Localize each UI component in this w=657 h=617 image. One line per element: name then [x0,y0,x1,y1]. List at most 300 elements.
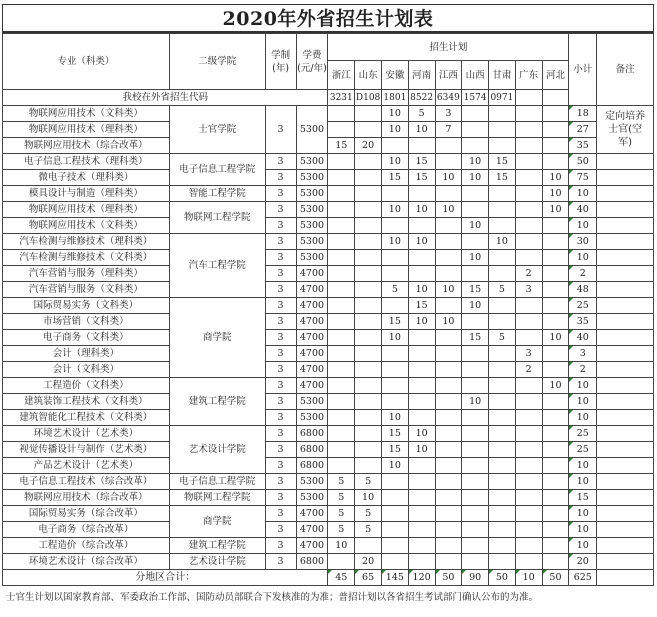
plan-cell [328,442,355,458]
plan-cell [515,314,542,330]
header-province: 山东 [355,61,382,90]
years-cell: 3 [265,202,296,218]
subtotal-cell: 35 [569,138,597,154]
plan-cell [435,426,462,442]
plan-cell [489,186,516,202]
note-cell [597,282,654,298]
province-code [542,90,569,106]
plan-cell [489,314,516,330]
plan-cell [462,538,489,554]
table-row [3,522,654,538]
major-cell: 工程造价（文科类） [3,378,170,394]
note-cell [597,490,654,506]
table-row [3,362,654,378]
plan-cell: 10 [435,314,462,330]
plan-cell [381,490,408,506]
totals-row [3,570,654,586]
plan-cell: 5 [355,474,382,490]
years-cell: 3 [265,538,296,554]
years-cell: 3 [265,490,296,506]
plan-cell [408,522,435,538]
years-cell: 3 [265,234,296,250]
table-row [3,154,654,170]
plan-cell [462,138,489,154]
header-row [3,34,654,61]
plan-cell [328,410,355,426]
tuition-cell: 5300 [296,186,328,202]
table-row [3,538,654,554]
major-cell: 会计（理科类） [3,346,170,362]
plan-cell: 2 [515,362,542,378]
major-cell: 产品艺术设计（艺术类） [3,458,170,474]
years-cell: 3 [265,442,296,458]
plan-cell [462,346,489,362]
table-row [3,330,654,346]
plan-cell [328,458,355,474]
college-cell: 智能工程学院 [169,186,265,202]
province-total: 90 [462,570,489,586]
major-cell: 国际贸易实务（文科类） [3,298,170,314]
note-cell [597,330,654,346]
code-label: 我校在外省招生代码 [3,90,328,106]
note-cell [597,186,654,202]
table-row [3,426,654,442]
plan-cell [515,410,542,426]
plan-cell: 20 [355,138,382,154]
plan-cell [542,138,569,154]
plan-cell [542,426,569,442]
plan-cell [355,234,382,250]
plan-cell [462,410,489,426]
plan-cell [542,394,569,410]
plan-cell: 15 [489,170,516,186]
plan-cell [328,186,355,202]
college-cell: 建筑工程学院 [169,538,265,554]
header-province: 江西 [435,61,462,90]
plan-cell [328,266,355,282]
plan-cell [462,106,489,122]
plan-cell [515,506,542,522]
plan-cell: 15 [381,314,408,330]
plan-cell [489,410,516,426]
plan-cell [542,522,569,538]
tuition-cell: 5300 [296,202,328,218]
plan-cell [542,122,569,138]
subtotal-cell: 10 [569,378,597,394]
plan-cell [381,138,408,154]
plan-cell [355,154,382,170]
plan-cell [489,426,516,442]
plan-cell [408,250,435,266]
plan-cell: 10 [542,378,569,394]
subtotal-cell: 10 [569,538,597,554]
plan-cell [462,378,489,394]
plan-cell [381,554,408,570]
years-cell: 3 [265,266,296,282]
note-cell [597,314,654,330]
subtotal-cell: 10 [569,394,597,410]
major-cell: 汽车营销与服务（理科类） [3,266,170,282]
header-years: 学制(年) [265,34,296,90]
plan-cell: 10 [489,234,516,250]
province-code: 1801 [381,90,408,106]
plan-cell: 5 [381,282,408,298]
plan-cell [542,250,569,266]
plan-cell: 10 [381,154,408,170]
college-cell: 艺术设计学院 [169,426,265,474]
plan-cell [515,122,542,138]
note-cell [597,250,654,266]
plan-cell [328,394,355,410]
years-cell: 3 [265,186,296,202]
plan-cell [542,106,569,122]
subtotal-cell: 10 [569,218,597,234]
subtotal-cell: 10 [569,506,597,522]
plan-cell: 10 [381,106,408,122]
plan-cell: 15 [462,330,489,346]
table-row [3,346,654,362]
plan-cell: 3 [435,106,462,122]
plan-cell [328,346,355,362]
plan-cell: 5 [328,522,355,538]
plan-cell [462,186,489,202]
plan-cell: 20 [355,554,382,570]
plan-cell [542,266,569,282]
plan-cell [408,186,435,202]
plan-cell: 10 [435,170,462,186]
college-cell: 建筑工程学院 [169,378,265,426]
plan-cell [355,362,382,378]
major-cell: 电子商务（综合改革） [3,522,170,538]
plan-cell: 10 [381,410,408,426]
header-province: 安徽 [381,61,408,90]
plan-cell: 10 [408,234,435,250]
plan-cell [542,346,569,362]
plan-cell [489,506,516,522]
plan-cell [408,506,435,522]
plan-cell [328,170,355,186]
plan-cell [515,170,542,186]
plan-cell [542,538,569,554]
plan-cell [515,426,542,442]
plan-cell [328,234,355,250]
plan-cell [355,346,382,362]
plan-cell [435,234,462,250]
college-cell: 士官学院 [169,106,265,154]
plan-cell: 2 [515,266,542,282]
plan-cell [328,154,355,170]
plan-cell [489,122,516,138]
plan-cell: 10 [542,170,569,186]
plan-cell [515,202,542,218]
plan-cell [381,346,408,362]
years-cell: 3 [265,362,296,378]
note-cell [597,442,654,458]
plan-cell [328,282,355,298]
college-cell: 物联网工程学院 [169,202,265,234]
plan-cell: 10 [408,202,435,218]
tuition-cell: 5300 [296,234,328,250]
table-row [3,138,654,154]
years-cell: 3 [265,250,296,266]
province-total: 50 [435,570,462,586]
years-cell: 3 [265,378,296,394]
major-cell: 市场营销（文科类） [3,314,170,330]
subtotal-cell: 10 [569,522,597,538]
province-total: 50 [542,570,569,586]
college-cell: 电子信息工程学院 [169,154,265,186]
plan-cell [408,458,435,474]
plan-cell: 10 [462,250,489,266]
plan-cell [408,266,435,282]
plan-cell [355,202,382,218]
plan-cell [408,410,435,426]
plan-cell [462,234,489,250]
plan-cell: 10 [381,202,408,218]
note-cell [597,170,654,186]
major-cell: 国际贸易实务（综合改革） [3,506,170,522]
note-cell [597,458,654,474]
plan-cell [355,282,382,298]
major-cell: 建筑智能化工程技术（文科类） [3,410,170,426]
major-cell: 微电子技术（理科类） [3,170,170,186]
province-code: 3231 [328,90,355,106]
plan-cell: 10 [542,186,569,202]
plan-cell [542,298,569,314]
plan-cell [542,442,569,458]
note-cell [597,346,654,362]
plan-cell [462,458,489,474]
major-cell: 环境艺术设计（艺术类） [3,426,170,442]
tuition-cell: 5300 [296,218,328,234]
major-cell: 视觉传播设计与制作（艺术类） [3,442,170,458]
plan-cell [408,138,435,154]
subtotal-cell: 3 [569,346,597,362]
plan-cell [462,442,489,458]
years-cell: 3 [265,522,296,538]
plan-cell [355,378,382,394]
plan-cell [462,490,489,506]
plan-cell [381,266,408,282]
plan-cell [435,506,462,522]
plan-cell [542,506,569,522]
years-cell: 3 [265,458,296,474]
years-cell: 3 [265,506,296,522]
plan-cell [515,154,542,170]
tuition-cell: 4700 [296,522,328,538]
table-row [3,122,654,138]
plan-cell [381,394,408,410]
plan-cell [435,554,462,570]
enrollment-table [2,33,654,586]
tuition-cell: 5300 [296,170,328,186]
subtotal-cell: 25 [569,426,597,442]
college-cell: 商学院 [169,506,265,538]
plan-cell: 10 [408,282,435,298]
years-cell: 3 [265,474,296,490]
years-cell: 3 [265,426,296,442]
tuition-cell: 4700 [296,314,328,330]
major-cell: 物联网应用技术（综合改革） [3,490,170,506]
years-cell: 3 [265,106,296,154]
plan-cell [515,138,542,154]
plan-cell [355,394,382,410]
table-row [3,410,654,426]
plan-cell [489,106,516,122]
tuition-cell: 5300 [296,410,328,426]
plan-cell [355,314,382,330]
plan-cell [489,346,516,362]
plan-cell [328,250,355,266]
note-cell [597,426,654,442]
plan-cell [355,458,382,474]
plan-cell [328,202,355,218]
subtotal-cell: 18 [569,106,597,122]
plan-cell [515,538,542,554]
plan-cell [515,394,542,410]
plan-cell: 15 [381,442,408,458]
plan-cell: 5 [355,522,382,538]
plan-cell [515,522,542,538]
plan-cell: 10 [462,298,489,314]
plan-cell [435,410,462,426]
plan-cell [515,186,542,202]
plan-cell [435,378,462,394]
plan-cell [381,378,408,394]
plan-cell [489,202,516,218]
plan-cell: 5 [328,506,355,522]
plan-cell [435,298,462,314]
note-cell [597,378,654,394]
plan-cell [381,506,408,522]
plan-cell [355,170,382,186]
grand-total: 625 [569,570,597,586]
plan-cell: 15 [462,282,489,298]
plan-cell [381,186,408,202]
province-code: 0971 [489,90,516,106]
plan-cell [542,474,569,490]
plan-cell: 5 [355,506,382,522]
major-cell: 建筑装饰工程技术（文科类） [3,394,170,410]
tuition-cell: 5300 [296,394,328,410]
plan-cell [328,218,355,234]
plan-cell [381,298,408,314]
province-code [515,90,542,106]
plan-cell: 10 [355,490,382,506]
plan-cell [515,218,542,234]
college-cell: 艺术设计学院 [169,554,265,570]
plan-cell [462,522,489,538]
plan-cell [355,250,382,266]
subtotal-cell: 10 [569,186,597,202]
plan-cell [328,106,355,122]
table-row [3,474,654,490]
plan-cell: 10 [381,234,408,250]
tuition-cell: 4700 [296,346,328,362]
header-province: 河北 [542,61,569,90]
plan-cell [515,554,542,570]
subtotal-cell: 40 [569,202,597,218]
plan-cell [462,202,489,218]
plan-cell [542,234,569,250]
note-cell [597,218,654,234]
plan-cell [542,362,569,378]
major-cell: 汽车检测与维修技术（文科类） [3,250,170,266]
plan-cell [542,458,569,474]
tuition-cell: 4700 [296,506,328,522]
subtotal-cell: 10 [569,474,597,490]
plan-cell [489,362,516,378]
plan-cell [489,442,516,458]
plan-cell [408,474,435,490]
plan-cell [542,154,569,170]
plan-cell [408,538,435,554]
table-row [3,458,654,474]
tuition-cell: 6800 [296,458,328,474]
table-row [3,282,654,298]
plan-cell [489,522,516,538]
header-province: 甘肃 [489,61,516,90]
plan-cell [435,138,462,154]
tuition-cell: 4700 [296,362,328,378]
subtotal-cell: 27 [569,122,597,138]
note-cell [597,298,654,314]
plan-cell [328,426,355,442]
plan-cell: 10 [462,394,489,410]
college-cell: 汽车工程学院 [169,234,265,298]
note-cell [597,154,654,170]
plan-cell [489,218,516,234]
plan-cell [328,122,355,138]
plan-cell [435,346,462,362]
plan-cell: 3 [515,346,542,362]
college-cell: 物联网工程学院 [169,490,265,506]
province-total: 50 [489,570,516,586]
plan-cell [489,538,516,554]
plan-cell [489,250,516,266]
years-cell: 3 [265,218,296,234]
years-cell: 3 [265,410,296,426]
plan-cell: 3 [515,282,542,298]
plan-cell [542,282,569,298]
plan-cell [381,362,408,378]
note-cell [597,410,654,426]
plan-cell [381,522,408,538]
plan-cell [515,490,542,506]
subtotal-cell: 25 [569,442,597,458]
plan-cell [489,298,516,314]
table-row [3,234,654,250]
plan-cell [515,378,542,394]
plan-cell: 15 [408,170,435,186]
plan-cell [408,218,435,234]
plan-cell [328,314,355,330]
plan-cell: 10 [435,282,462,298]
plan-cell [408,554,435,570]
plan-cell [355,538,382,554]
plan-cell [328,378,355,394]
footer-note: 士官生计划以国家教育部、军委政治工作部、国防动员部联合下发核准的为准；普招计划以各省招生考试部门确认公布的为准。 [6,592,539,603]
plan-cell [542,554,569,570]
plan-cell: 15 [408,154,435,170]
table-row [3,202,654,218]
note-cell [597,554,654,570]
plan-cell [489,394,516,410]
note-cell [597,394,654,410]
tuition-cell: 4700 [296,538,328,554]
plan-cell [435,538,462,554]
note-cell [597,538,654,554]
